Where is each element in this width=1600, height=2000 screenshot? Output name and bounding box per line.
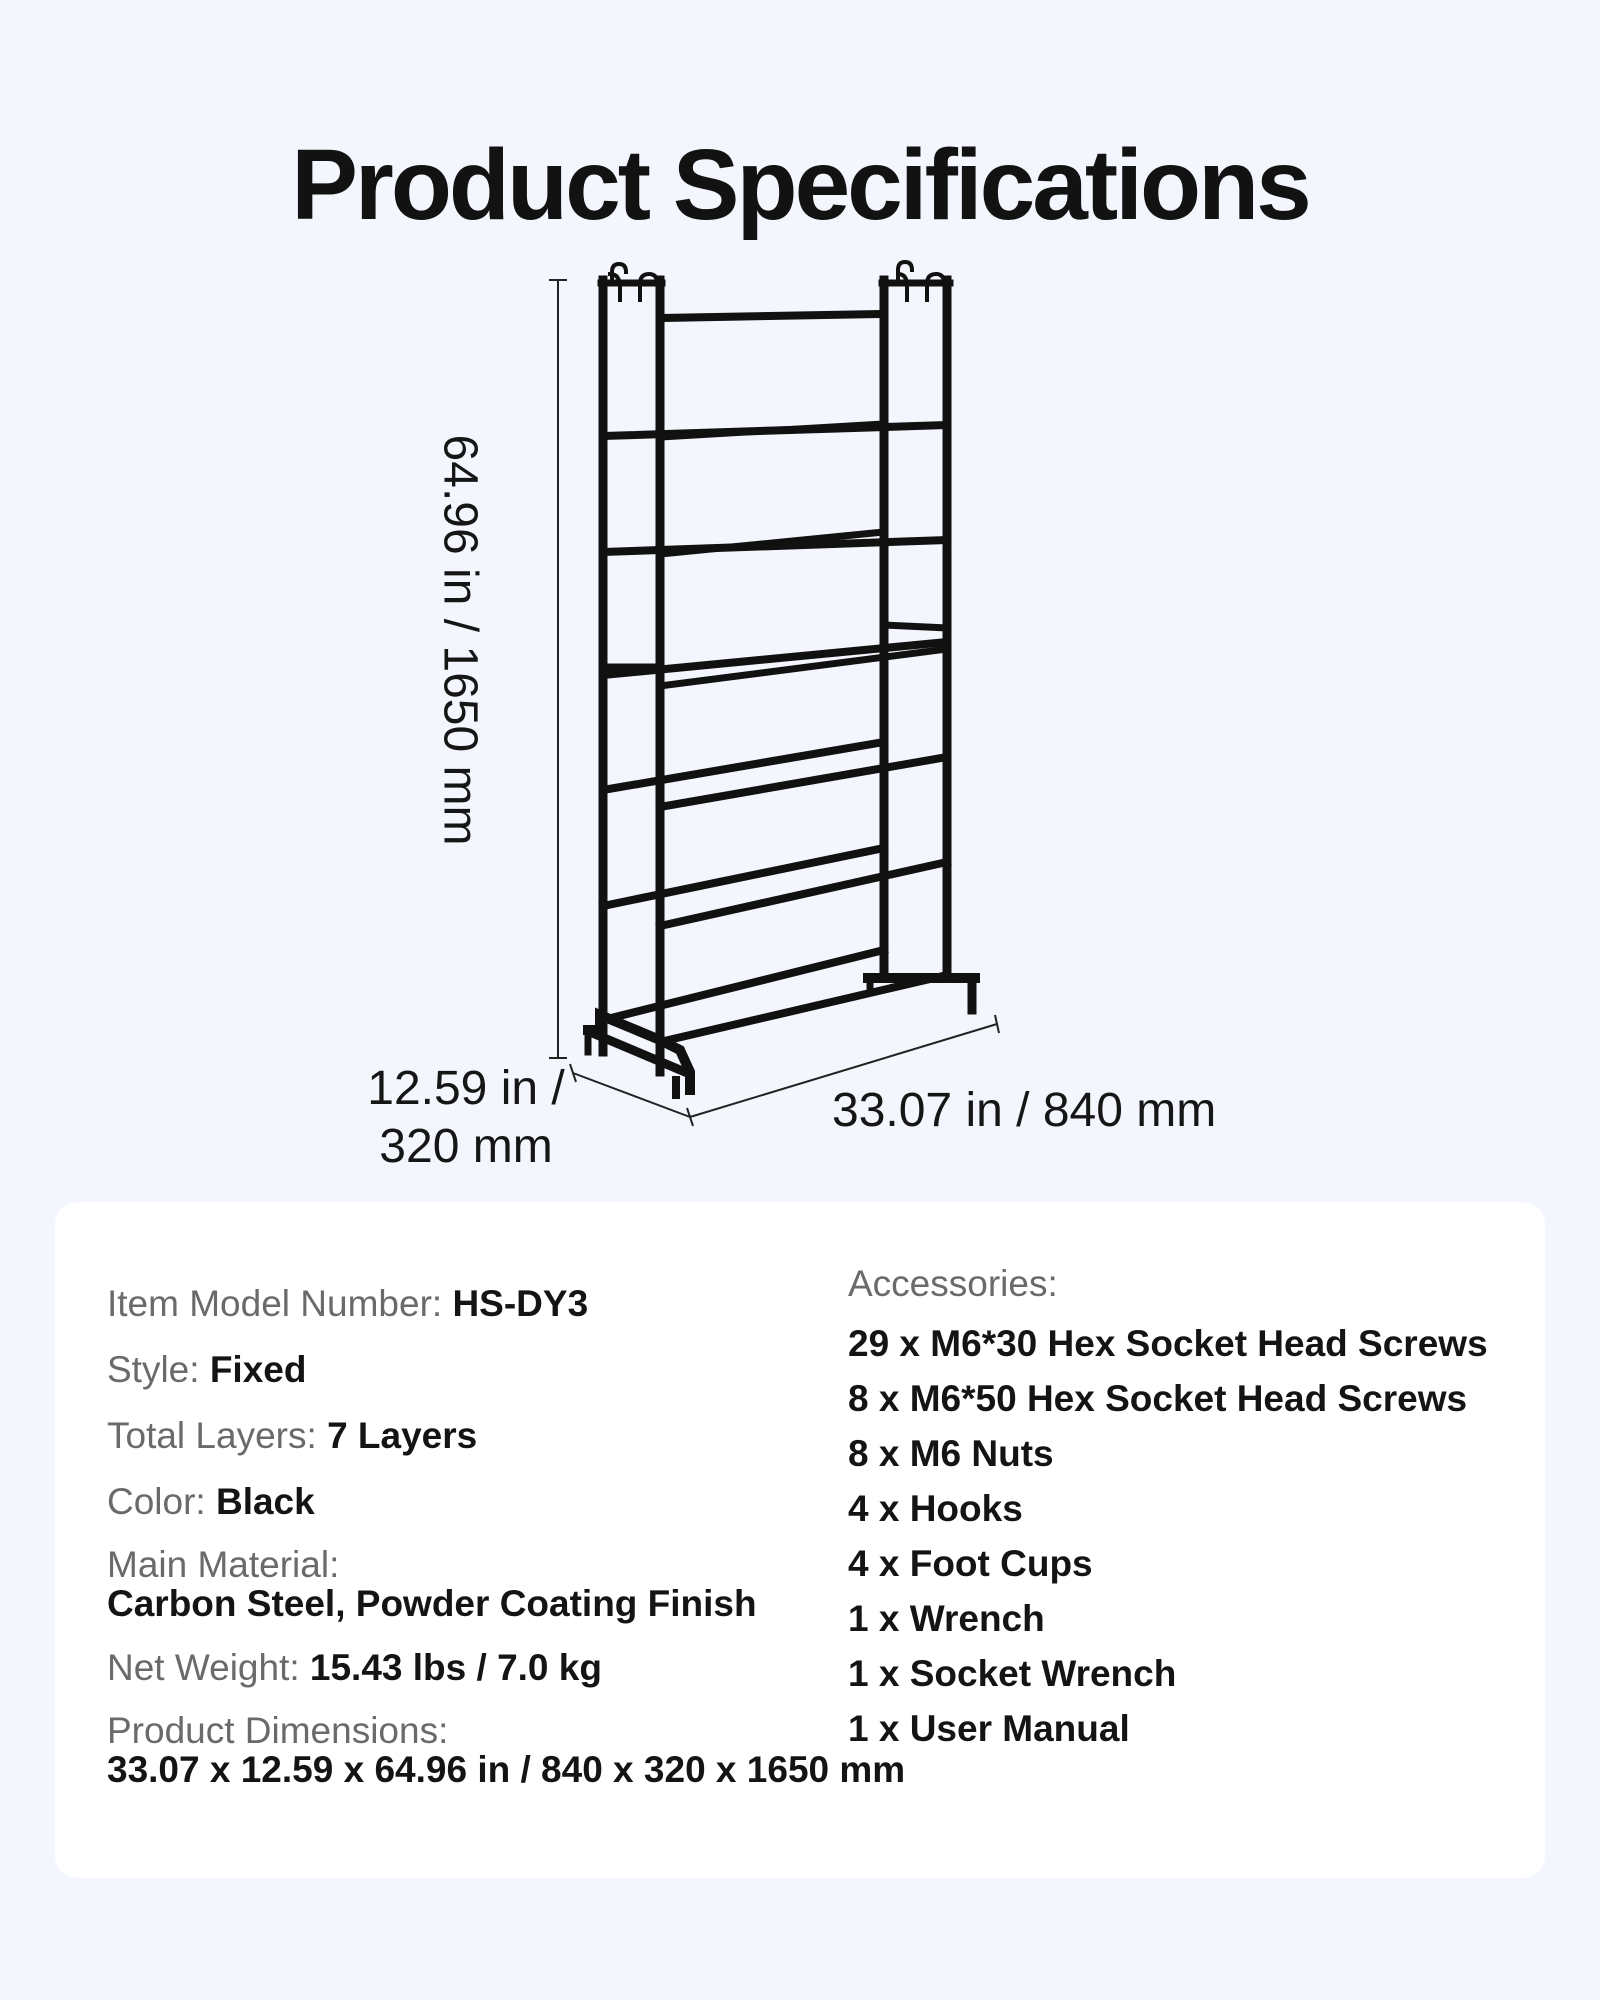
spec-value: HS-DY3 xyxy=(452,1283,589,1324)
spec-value: 7 Layers xyxy=(327,1415,478,1456)
page-title: Product Specifications xyxy=(291,129,1309,241)
spec-model xyxy=(107,1282,827,1326)
depth-line-1: 12.59 in / xyxy=(367,1062,565,1115)
depth-dimension-label xyxy=(316,1060,616,1176)
spec-material xyxy=(107,1546,827,1624)
spec-label: Main Material: xyxy=(107,1544,340,1585)
width-dimension-label: 33.07 in / 840 mm xyxy=(832,1084,1217,1137)
spec-value: 33.07 x 12.59 x 64.96 in / 840 x 320 x 1650 mm xyxy=(107,1749,906,1790)
spec-color xyxy=(107,1480,827,1524)
accessory-item: 8 x M6*50 Hex Socket Head Screws xyxy=(848,1378,1468,1419)
spec-label: Total Layers: xyxy=(107,1415,317,1456)
rack-frame xyxy=(588,262,975,1095)
accessory-item: 8 x M6 Nuts xyxy=(848,1433,1054,1474)
accessory-item: 1 x Socket Wrench xyxy=(848,1653,1177,1694)
spec-layers xyxy=(107,1414,827,1458)
accessories-title: Accessories: xyxy=(848,1263,1058,1304)
spec-value: Fixed xyxy=(209,1349,307,1390)
accessory-item: 1 x Wrench xyxy=(848,1598,1045,1639)
spec-label: Style: xyxy=(107,1349,200,1390)
depth-line-2: 320 mm xyxy=(379,1120,553,1173)
spec-label: Color: xyxy=(107,1481,206,1522)
spec-label: Item Model Number: xyxy=(107,1283,443,1324)
accessory-item: 4 x Hooks xyxy=(848,1488,1023,1529)
spec-label: Net Weight: xyxy=(107,1647,300,1688)
spec-value: 15.43 lbs / 7.0 kg xyxy=(309,1647,602,1688)
spec-card xyxy=(55,1202,1545,1878)
height-dimension-label: 64.96 in / 1650 mm xyxy=(433,434,487,846)
spec-weight xyxy=(107,1646,827,1690)
spec-value: Carbon Steel, Powder Coating Finish xyxy=(107,1583,757,1624)
spec-style xyxy=(107,1348,827,1392)
accessory-item: 29 x M6*30 Hex Socket Head Screws xyxy=(848,1323,1488,1364)
spec-list xyxy=(107,1282,906,1812)
spec-label: Product Dimensions: xyxy=(107,1710,449,1751)
spec-value: Black xyxy=(215,1481,315,1522)
accessory-item: 1 x User Manual xyxy=(848,1708,1130,1749)
accessory-item: 4 x Foot Cups xyxy=(848,1543,1093,1584)
dimension-lines xyxy=(549,280,999,1126)
accessories-list xyxy=(848,1262,1528,1756)
spec-dimensions xyxy=(107,1710,906,1790)
